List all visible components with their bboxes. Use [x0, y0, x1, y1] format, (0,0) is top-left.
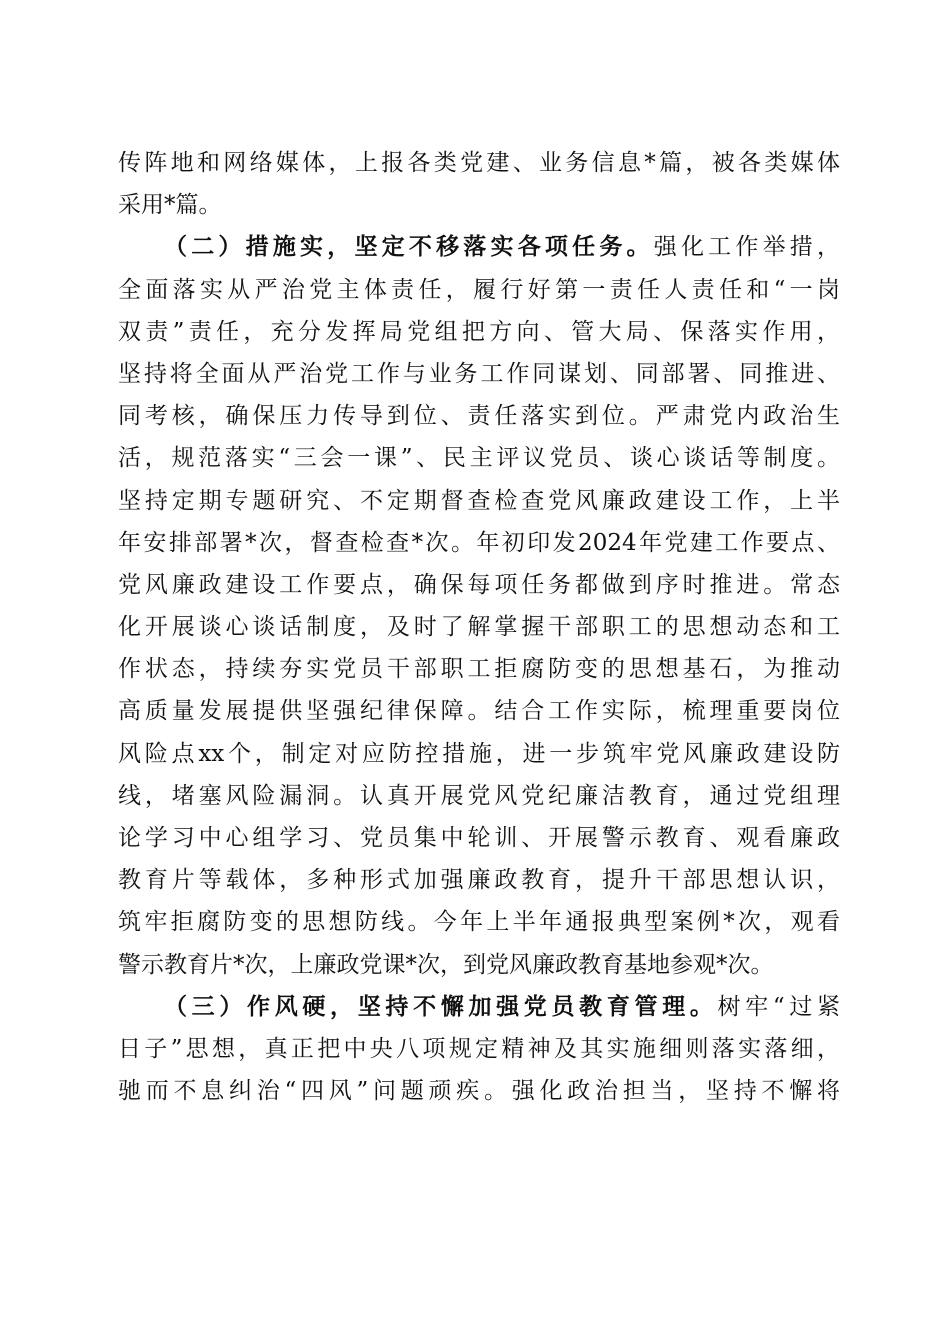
text-line: 同考核，确保压力传导到位、责任落实到位。严肃党内政治生	[118, 403, 840, 430]
section-heading: （二）措施实，坚定不移落实各项任务。	[164, 233, 654, 261]
text-line: 传阵地和网络媒体，上报各类党建、业务信息*篇，被各类媒体	[118, 150, 840, 176]
paragraph-first-line	[118, 226, 840, 268]
text-line: 高质量发展提供坚强纪律保障。结合工作实际，梳理重要岗位	[118, 698, 840, 725]
text-line: 教育片等载体，多种形式加强廉政教育，提升干部思想认识，	[118, 867, 840, 894]
document-body	[118, 142, 840, 1112]
text-line: 全面落实从严治党主体责任，履行好第一责任人责任和“一岗	[118, 276, 840, 303]
text-line: 坚持将全面从严治党工作与业务工作同谋划、同部署、同推进、	[118, 360, 840, 387]
text-line: 化开展谈心谈话制度，及时了解掌握干部职工的思想动态和工	[118, 614, 840, 641]
text-line: 采用*篇。	[118, 192, 222, 219]
text-line: 作状态，持续夯实党员干部职工拒腐防变的思想基石，为推动	[118, 656, 840, 683]
text-line: 年安排部署*次，督查检查*次。年初印发2024年党建工作要点、	[118, 529, 840, 556]
text-line: 筑牢拒腐防变的思想防线。今年上半年通报典型案例*次，观看	[118, 909, 840, 936]
text-line: 日子”思想，真正把中央八项规定精神及其实施细则落实落细，	[118, 1035, 840, 1062]
paragraph-1	[118, 142, 840, 226]
section-heading: （三）作风硬，坚持不懈加强党员教育管理。	[164, 992, 718, 1020]
text-line: 论学习中心组学习、党员集中轮训、开展警示教育、观看廉政	[118, 825, 840, 851]
paragraph-2	[118, 226, 840, 985]
text-line: 坚持定期专题研究、不定期督查检查党风廉政建设工作，上半	[118, 487, 840, 514]
text-line: 驰而不息纠治“四风”问题顽疾。强化政治担当，坚持不懈将	[118, 1078, 840, 1105]
text-line: 双责”责任，充分发挥局党组把方向、管大局、保落实作用，	[118, 318, 840, 345]
text-run: 强化工作举措，	[653, 234, 841, 261]
text-line: 党风廉政建设工作要点，确保每项任务都做到序时推进。常态	[118, 571, 840, 598]
paragraph-3	[118, 986, 840, 1113]
text-line: 活，规范落实“三会一课”、民主评议党员、谈心谈话等制度。	[118, 445, 840, 472]
paragraph-first-line	[118, 986, 840, 1028]
text-run: 树牢“过紧	[717, 993, 840, 1020]
text-line: 风险点xx个，制定对应防控措施，进一步筑牢党风廉政建设防	[118, 740, 840, 767]
text-line: 警示教育片*次，上廉政党课*次，到党风廉政教育基地参观*次。	[118, 951, 774, 978]
text-line: 线，堵塞风险漏洞。认真开展党风党纪廉洁教育，通过党组理	[118, 782, 840, 809]
